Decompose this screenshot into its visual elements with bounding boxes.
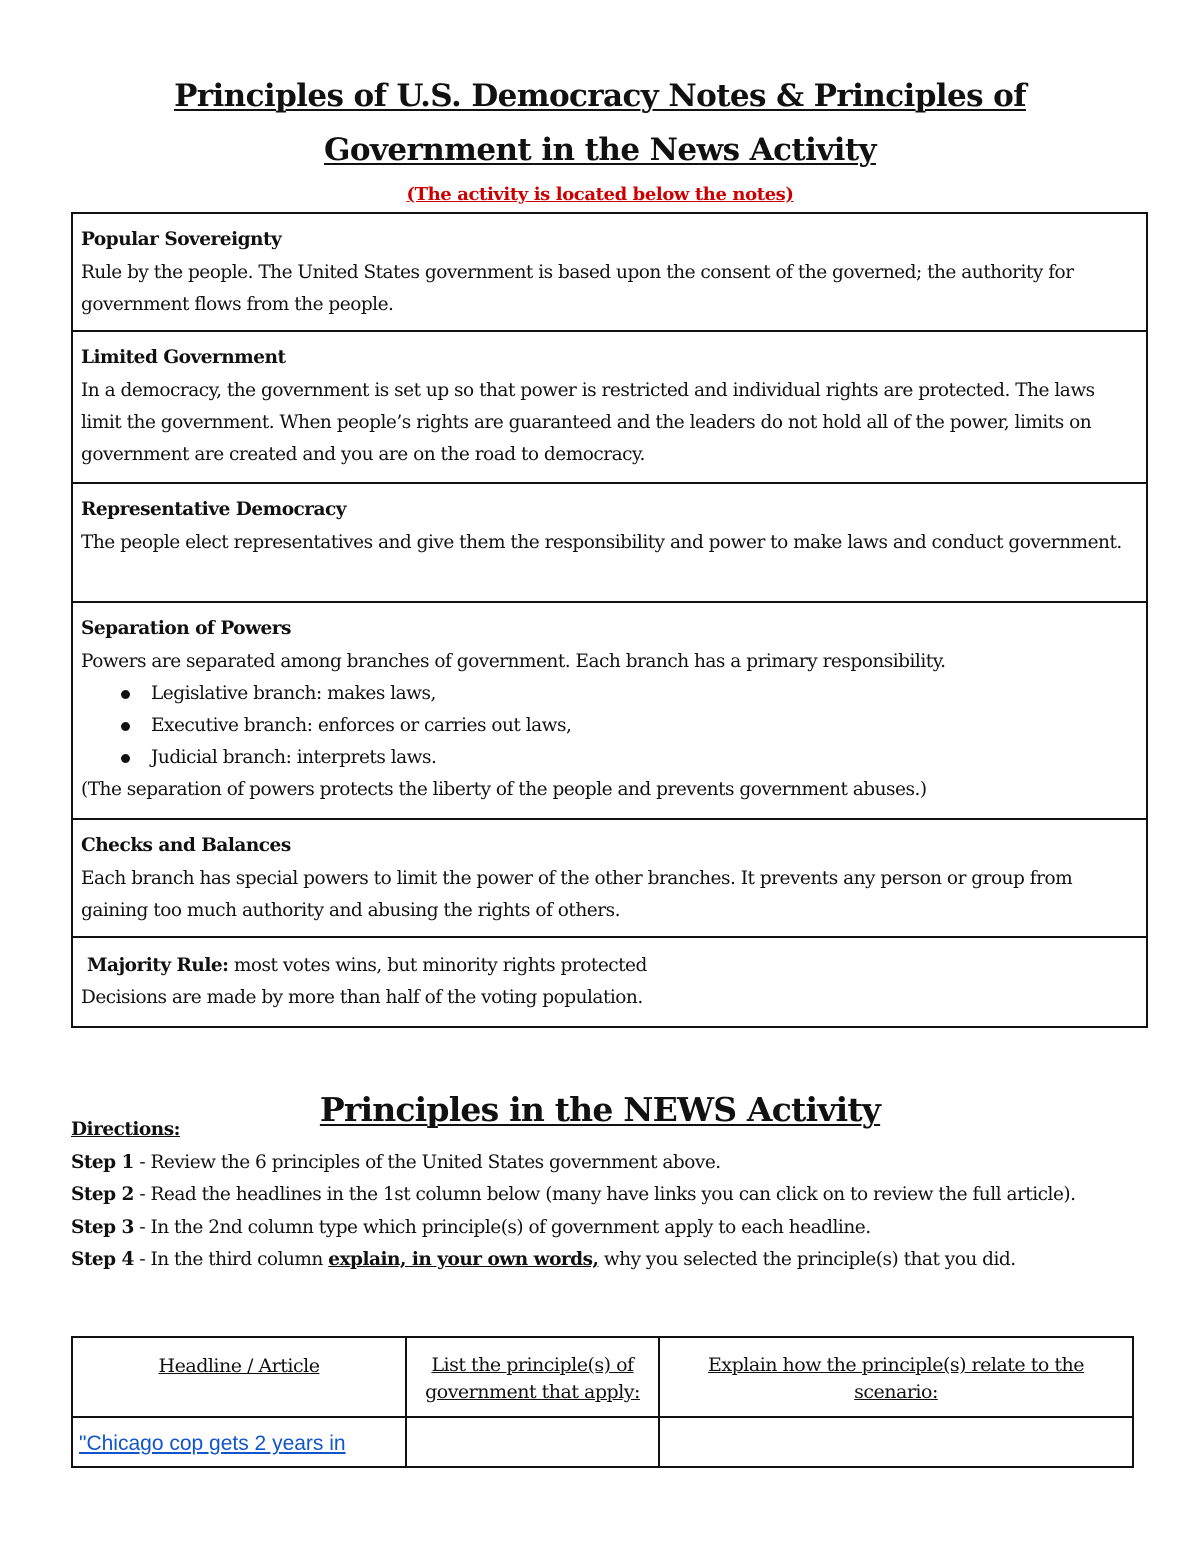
- note-popular-sovereignty: [73, 214, 1146, 332]
- directions: [71, 1114, 1131, 1277]
- note-term: Checks and Balances: [81, 835, 291, 856]
- column-header-principles: List the principle(s) of government that apply:: [406, 1337, 659, 1417]
- step-text: - Review the 6 principles of the United States government above.: [133, 1151, 721, 1173]
- step-2: [71, 1179, 1131, 1212]
- column-header-headline: Headline / Article: [72, 1337, 406, 1417]
- note-text: (The separation of powers protects the liberty of the people and prevents government abuses.): [81, 779, 927, 800]
- step-text: - In the third column: [133, 1249, 329, 1270]
- list-item: Judicial branch: interprets laws.: [117, 742, 1138, 774]
- note-separation-of-powers: [73, 603, 1146, 820]
- explanation-input-cell[interactable]: [659, 1417, 1133, 1467]
- step-label: Step 1: [71, 1151, 134, 1173]
- step-text: - Read the headlines in the 1st column below (many have links you can click on to review the full article).: [133, 1184, 1076, 1205]
- list-item: Executive branch: enforces or carries out laws,: [117, 710, 1138, 742]
- note-majority-rule: [73, 938, 1146, 1026]
- step-emphasis: explain, in your own words,: [328, 1249, 599, 1270]
- step-text: why you selected the principle(s) that you did.: [598, 1249, 1016, 1270]
- headline-cell: [72, 1417, 406, 1467]
- note-text: Powers are separated among branches of government. Each branch has a primary responsibility.: [81, 651, 946, 672]
- note-text: The people elect representatives and give them the responsibility and power to make laws and conduct government.: [81, 532, 1122, 553]
- note-representative-democracy: [73, 484, 1146, 603]
- note-term: Limited Government: [81, 347, 286, 368]
- step-label: Step 2: [71, 1184, 134, 1205]
- note-term: Separation of Powers: [81, 618, 291, 639]
- column-header-explanation: Explain how the principle(s) relate to the scenario:: [659, 1337, 1133, 1417]
- step-3: [71, 1212, 1131, 1245]
- note-term: Majority Rule:: [87, 955, 229, 976]
- step-4: [71, 1244, 1131, 1277]
- activity-title: Principles in the NEWS Activity: [319, 1090, 881, 1130]
- table-header-row: [72, 1337, 1133, 1417]
- branch-list: [81, 678, 1138, 774]
- note-inline-text: most votes wins, but minority rights protected: [233, 955, 647, 976]
- note-text: Decisions are made by more than half of the voting population.: [81, 987, 643, 1008]
- note-heading-line: [81, 950, 1138, 982]
- directions-label: Directions:: [71, 1119, 180, 1140]
- document-title-line2: Government in the News Activity: [324, 132, 876, 168]
- step-text: - In the 2nd column type which principle(s) of government apply to each headline.: [133, 1216, 871, 1238]
- note-term: Popular Sovereignty: [81, 229, 282, 250]
- note-limited-government: [73, 332, 1146, 484]
- headline-link[interactable]: "Chicago cop gets 2 years in: [79, 1432, 346, 1455]
- step-label: Step 4: [71, 1249, 134, 1270]
- step-label: Step 3: [71, 1216, 134, 1238]
- table-row: [72, 1417, 1133, 1467]
- note-term: Representative Democracy: [81, 499, 347, 520]
- news-activity-table: [71, 1336, 1134, 1468]
- document-subtitle: (The activity is located below the notes): [406, 184, 794, 205]
- principles-notes-table: [71, 212, 1148, 1028]
- list-item: Legislative branch: makes laws,: [117, 678, 1138, 710]
- document-title-line1: Principles of U.S. Democracy Notes & Principles of: [174, 78, 1026, 114]
- note-checks-and-balances: [73, 820, 1146, 938]
- note-text: Rule by the people. The United States government is based upon the consent of the governed; the authority for government flows from the people.: [81, 262, 1074, 315]
- note-text: Each branch has special powers to limit the power of the other branches. It prevents any person or group from gaining too much authority and abusing the rights of others.: [81, 868, 1073, 921]
- step-1: [71, 1147, 1131, 1180]
- note-text: In a democracy, the government is set up so that power is restricted and individual rights are protected. The laws limit the government. When people’s rights are guaranteed and the leaders do not hold all of the power, limits on government are created and you are on the road to democracy.: [81, 380, 1095, 465]
- principles-input-cell[interactable]: [406, 1417, 659, 1467]
